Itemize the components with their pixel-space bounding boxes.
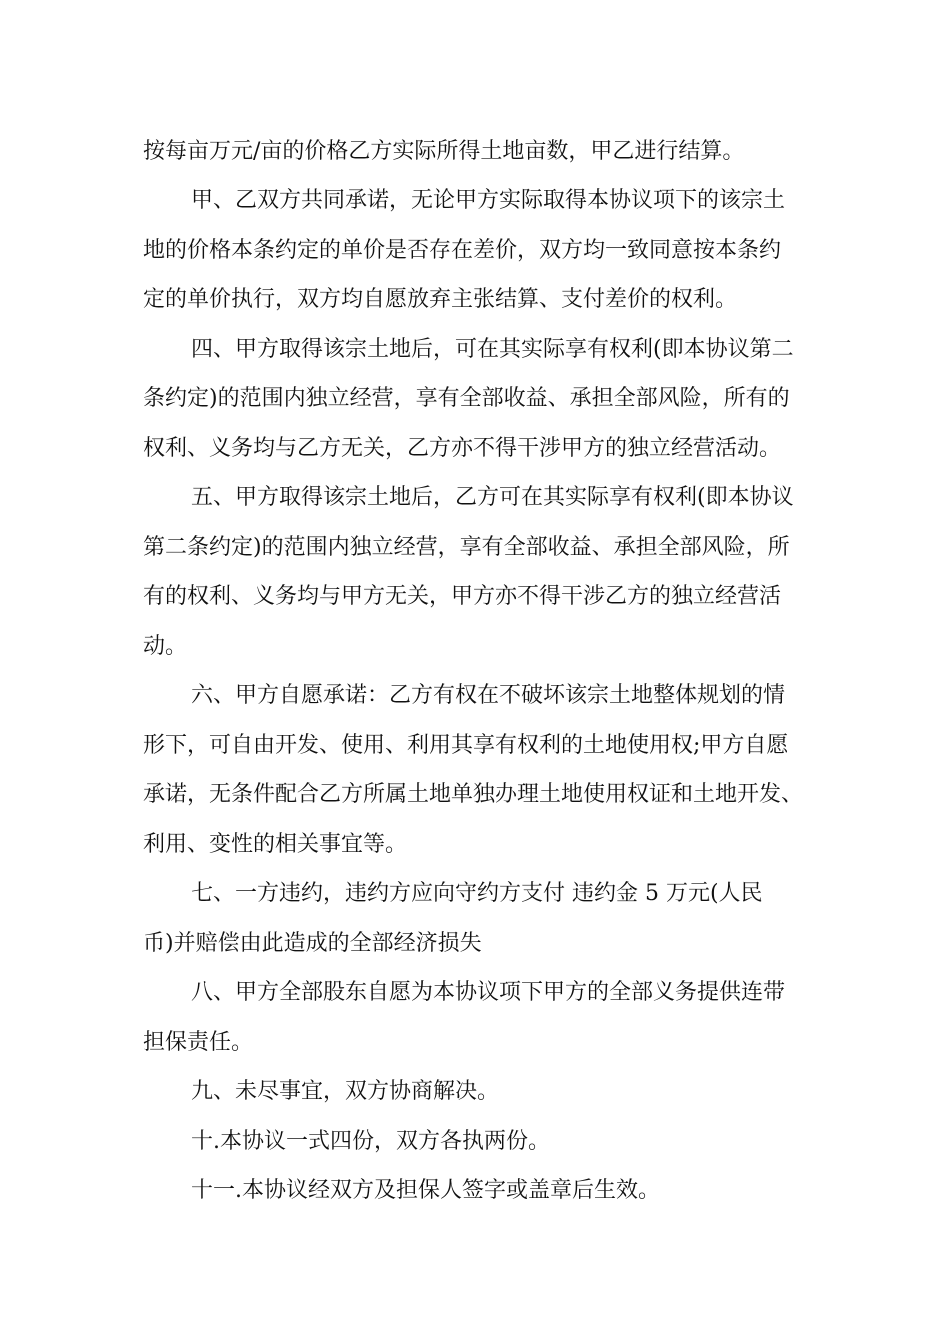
text-line: 按每亩万元/亩的价格乙方实际所得土地亩数，甲乙进行结算。 (143, 139, 745, 164)
text-line: 第二条约定)的范围内独立经营，享有全部收益、承担全部风险，所 (143, 535, 790, 560)
text-line: 地的价格本条约定的单价是否存在差价，双方均一致同意按本条约 (143, 238, 782, 263)
text-line: 九、未尽事宜，双方协商解决。 (191, 1079, 500, 1104)
text-line: 权利、义务均与乙方无关，乙方亦不得干涉甲方的独立经营活动。 (143, 436, 782, 461)
text-line: 有的权利、义务均与甲方无关，甲方亦不得干涉乙方的独立经营活 (143, 584, 782, 609)
text-line: 担保责任。 (143, 1030, 254, 1055)
text-line: 条约定)的范围内独立经营，享有全部收益、承担全部风险，所有的 (143, 386, 790, 411)
text-line: 形下，可自由开发、使用、利用其享有权利的土地使用权;甲方自愿 (143, 733, 789, 758)
text-line: 承诺，无条件配合乙方所属土地单独办理土地使用权证和土地开发、 (143, 782, 804, 807)
text-line: 四、甲方取得该宗土地后，可在其实际享有权利(即本协议第二 (191, 337, 794, 362)
text-line: 七、一方违约，违约方应向守约方支付 违约金 5 万元(人民 (191, 881, 763, 906)
text-line: 动。 (143, 634, 188, 659)
text-line: 定的单价执行，双方均自愿放弃主张结算、支付差价的权利。 (143, 287, 738, 312)
text-line: 币)并赔偿由此造成的全部经济损失 (143, 931, 482, 956)
text-line: 甲、乙双方共同承诺，无论甲方实际取得本协议项下的该宗土 (191, 188, 786, 213)
text-line: 六、甲方自愿承诺：乙方有权在不破坏该宗土地整体规划的情 (191, 683, 786, 708)
text-line: 五、甲方取得该宗土地后，乙方可在其实际享有权利(即本协议 (191, 485, 794, 510)
text-line: 十一.本协议经双方及担保人签字或盖章后生效。 (191, 1178, 660, 1203)
text-line: 利用、变性的相关事宜等。 (143, 832, 408, 857)
text-line: 十.本协议一式四份，双方各执两份。 (191, 1129, 550, 1154)
text-line: 八、甲方全部股东自愿为本协议项下甲方的全部义务提供连带 (191, 980, 786, 1005)
